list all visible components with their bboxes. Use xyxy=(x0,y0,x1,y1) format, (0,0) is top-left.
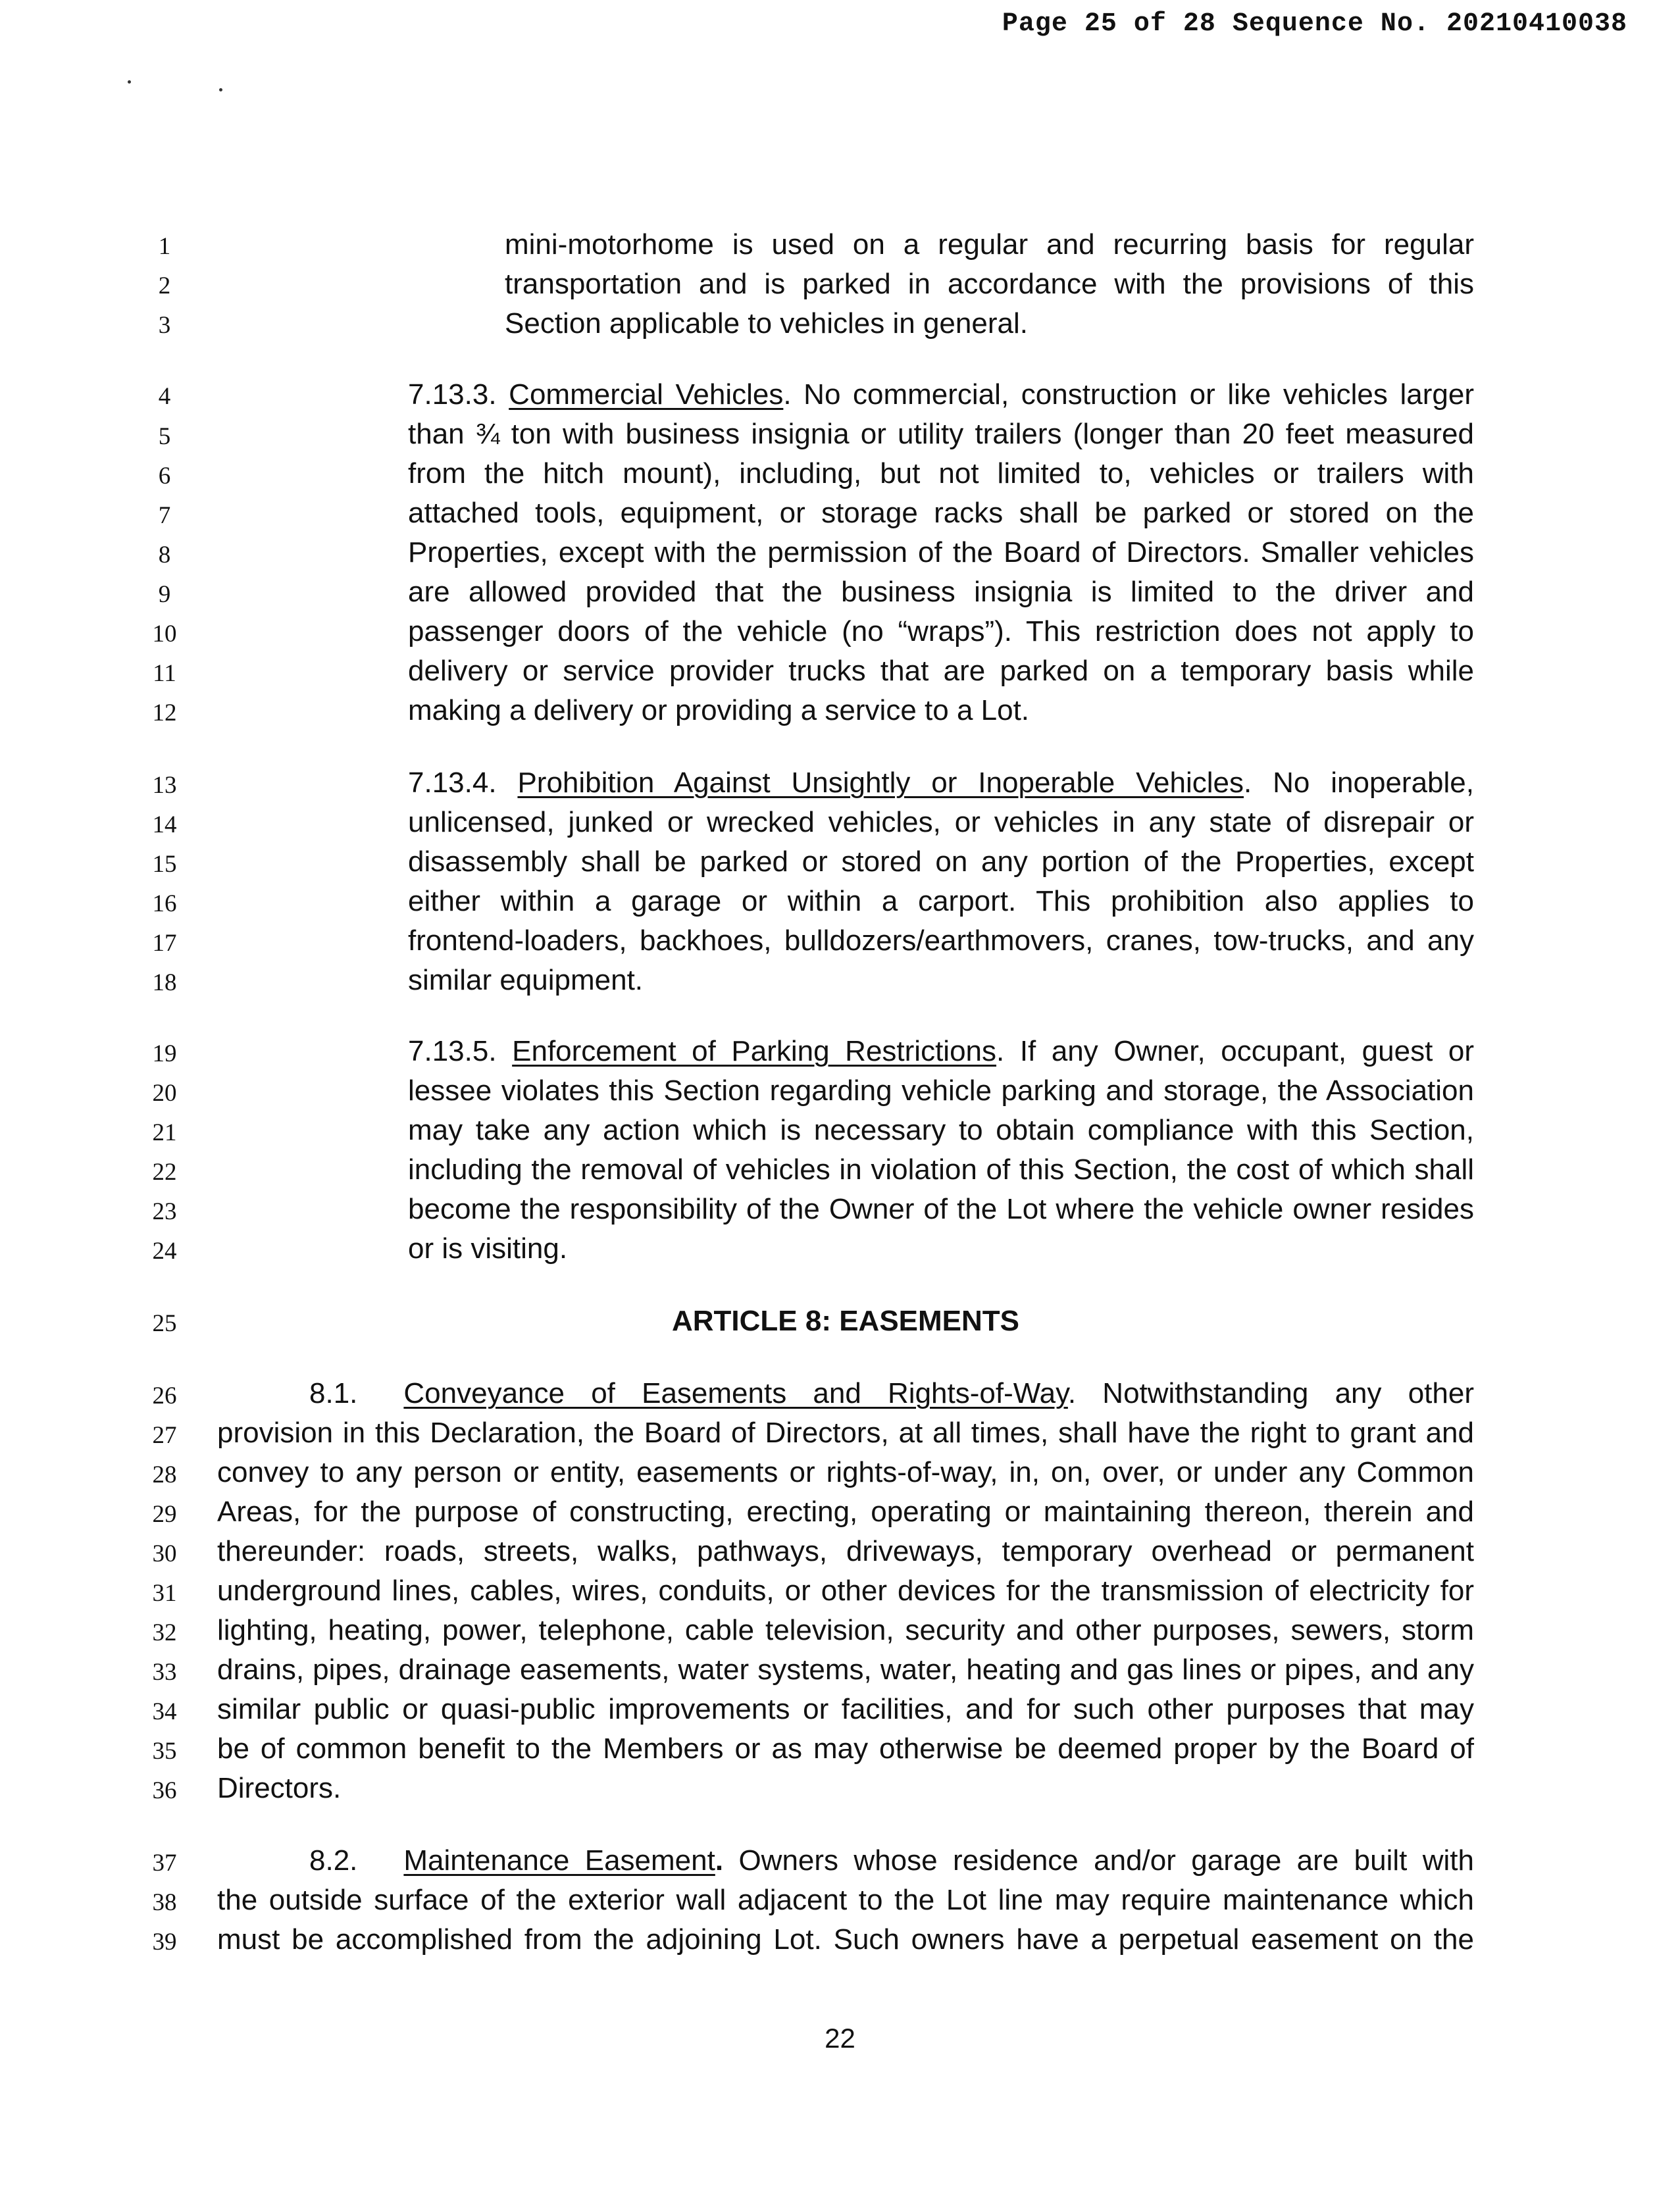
line-number: 25 xyxy=(152,1310,177,1337)
text-line: making a delivery or providing a service to a Lot. xyxy=(408,694,1030,726)
text-line xyxy=(217,1379,1474,1408)
text-line: may take any action which is necessary to obtain compliance with this Section, xyxy=(408,1114,1474,1146)
text-line: frontend-loaders, backhoes, bulldozers/earthmovers, cranes, tow-trucks, and any xyxy=(408,924,1474,957)
text-line: are allowed provided that the business insignia is limited to the driver and xyxy=(408,576,1474,608)
line-number: 6 xyxy=(158,463,171,490)
line-number: 21 xyxy=(152,1119,177,1146)
text-line: be of common benefit to the Members or as may otherwise be deemed proper by the Board of xyxy=(217,1733,1474,1765)
text-line: either within a garage or within a carport. This prohibition also applies to xyxy=(408,885,1474,917)
text-line: similar equipment. xyxy=(408,964,644,996)
text-line: lessee violates this Section regarding vehicle parking and storage, the Association xyxy=(408,1075,1474,1107)
text-line xyxy=(408,380,1474,409)
text-line xyxy=(408,769,1474,797)
line-number: 29 xyxy=(152,1501,177,1528)
line-number: 34 xyxy=(152,1698,177,1725)
text-run: . No commercial, construction or like vehicles larger xyxy=(783,378,1474,411)
scan-speck xyxy=(219,88,222,91)
text-line: disassembly shall be parked or stored on any portion of the Properties, except xyxy=(408,846,1474,878)
text-line: transportation and is parked in accordance with the provisions of this xyxy=(505,268,1474,300)
text-line: from the hitch mount), including, but not limited to, vehicles or trailers with xyxy=(408,457,1474,490)
line-number: 24 xyxy=(152,1238,177,1265)
section-number: 7.13.3. xyxy=(408,378,497,411)
line-number: 16 xyxy=(152,890,177,917)
text-line: convey to any person or entity, easements or rights-of-way, in, on, over, or under any Common xyxy=(217,1456,1474,1488)
line-number: 4 xyxy=(158,383,171,410)
line-number: 7 xyxy=(158,502,171,529)
text-line: underground lines, cables, wires, conduits, or other devices for the transmission of electricity for xyxy=(217,1575,1474,1607)
text-line xyxy=(217,1846,1474,1875)
line-number: 20 xyxy=(152,1080,177,1107)
line-number: 11 xyxy=(153,660,176,687)
text-line: mini-motorhome is used on a regular and recurring basis for regular xyxy=(505,228,1474,261)
line-number: 3 xyxy=(158,312,171,339)
line-number: 5 xyxy=(158,423,171,450)
line-number: 28 xyxy=(152,1461,177,1488)
text-line: provision in this Declaration, the Board of Directors, at all times, shall have the right to grant and xyxy=(217,1417,1474,1449)
line-number: 1 xyxy=(158,233,171,260)
section-number: 7.13.4. xyxy=(408,767,497,799)
text-line: than ¾ ton with business insignia or utility trailers (longer than 20 feet measured xyxy=(408,418,1474,450)
text-line: thereunder: roads, streets, walks, pathways, driveways, temporary overhead or permanent xyxy=(217,1535,1474,1567)
line-number: 10 xyxy=(152,620,177,647)
line-number: 15 xyxy=(152,851,177,878)
text-line: or is visiting. xyxy=(408,1232,568,1265)
section-number: 7.13.5. xyxy=(408,1035,497,1067)
section-number: 8.1. xyxy=(309,1377,358,1409)
text-run: . xyxy=(715,1844,724,1877)
text-line: drains, pipes, drainage easements, water systems, water, heating and gas lines or pipes, and any xyxy=(217,1654,1474,1686)
text-run: . Notwithstanding any other xyxy=(1067,1377,1475,1409)
line-number: 8 xyxy=(158,542,171,569)
page-number: 22 xyxy=(825,2023,855,2054)
text-line: lighting, heating, power, telephone, cable television, security and other purposes, sewers, storm xyxy=(217,1614,1474,1646)
text-line: including the removal of vehicles in violation of this Section, the cost of which shall xyxy=(408,1153,1474,1186)
line-number: 22 xyxy=(152,1159,177,1186)
text-line xyxy=(408,1037,1474,1066)
text-run: . No inoperable, xyxy=(1244,767,1474,799)
section-number: 8.2. xyxy=(309,1844,358,1877)
line-number: 31 xyxy=(152,1580,177,1607)
text-line: attached tools, equipment, or storage racks shall be parked or stored on the xyxy=(408,497,1474,529)
line-number: 26 xyxy=(152,1382,177,1409)
line-number: 32 xyxy=(152,1619,177,1646)
line-number: 13 xyxy=(152,772,177,799)
article-title: ARTICLE 8: EASEMENTS xyxy=(671,1305,1020,1337)
text-line: the outside surface of the exterior wall adjacent to the Lot line may require maintenance which xyxy=(217,1884,1474,1916)
line-number: 35 xyxy=(152,1738,177,1765)
text-line: become the responsibility of the Owner of the Lot where the vehicle owner resides xyxy=(408,1193,1474,1225)
line-number: 9 xyxy=(158,581,171,608)
line-number: 37 xyxy=(152,1850,177,1877)
scan-speck xyxy=(128,80,131,84)
document-header: Page 25 of 28 Sequence No. 20210410038 xyxy=(1002,9,1627,39)
section-heading: Prohibition Against Unsightly or Inoperable Vehicles xyxy=(517,767,1244,799)
text-line: Properties, except with the permission of the Board of Directors. Smaller vehicles xyxy=(408,536,1474,569)
section-heading: Conveyance of Easements and Rights-of-Way xyxy=(403,1377,1068,1409)
text-run: . If any Owner, occupant, guest or xyxy=(996,1035,1475,1067)
text-line: Areas, for the purpose of constructing, erecting, operating or maintaining thereon, therein and xyxy=(217,1496,1474,1528)
section-heading: Enforcement of Parking Restrictions xyxy=(512,1035,997,1067)
text-line: passenger doors of the vehicle (no “wraps”). This restriction does not apply to xyxy=(408,615,1474,647)
line-number: 23 xyxy=(152,1198,177,1225)
line-number: 36 xyxy=(152,1777,177,1804)
section-heading: Maintenance Easement xyxy=(403,1844,715,1877)
line-number: 33 xyxy=(152,1659,177,1686)
line-number: 14 xyxy=(152,811,177,838)
line-number: 27 xyxy=(152,1422,177,1449)
text-line: delivery or service provider trucks that are parked on a temporary basis while xyxy=(408,655,1474,687)
text-line: Directors. xyxy=(217,1772,342,1804)
line-number: 30 xyxy=(152,1540,177,1567)
text-line: unlicensed, junked or wrecked vehicles, or vehicles in any state of disrepair or xyxy=(408,806,1474,838)
text-line: must be accomplished from the adjoining Lot. Such owners have a perpetual easement on the xyxy=(217,1923,1474,1956)
line-number: 38 xyxy=(152,1889,177,1916)
line-number: 39 xyxy=(152,1929,177,1956)
section-heading: Commercial Vehicles xyxy=(509,378,784,411)
line-number: 19 xyxy=(152,1040,177,1067)
line-number: 2 xyxy=(158,272,171,299)
line-number: 18 xyxy=(152,969,177,996)
text-line: Section applicable to vehicles in general. xyxy=(505,307,1028,340)
line-number: 12 xyxy=(152,699,177,726)
text-line: similar public or quasi-public improvements or facilities, and for such other purposes that may xyxy=(217,1693,1474,1725)
line-number: 17 xyxy=(152,930,177,957)
text-run: Owners whose residence and/or garage are built with xyxy=(723,1844,1474,1877)
